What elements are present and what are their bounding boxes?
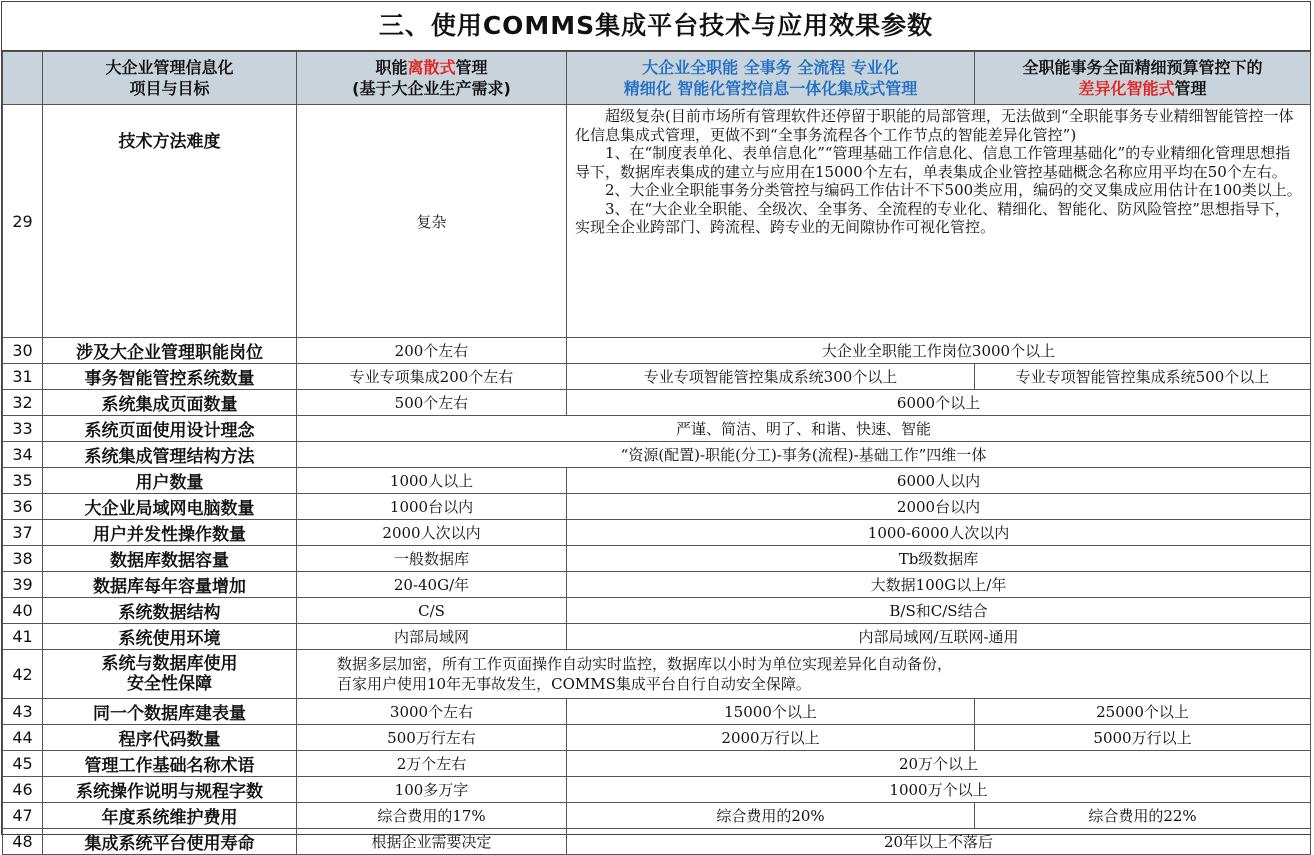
security-text-line2: 百家用户使用10年无事故发生，COMMS集成平台自行自动安全保障。 (337, 675, 811, 693)
detail-paragraph: 3、在“大企业全职能、全级次、全事务、全流程的专业化、精细化、智能化、防风险管控”思想指导下，实现全企业跨部门、跨流程、跨专业的无间隙协作可视化管控。 (575, 199, 1290, 236)
row-integrated-value: Tb级数据库 (567, 546, 1311, 572)
row-item-name: 系统集成管理结构方法 (43, 442, 297, 468)
row-discrete-value: 500万行左右 (297, 725, 567, 751)
row-number: 31 (3, 364, 43, 390)
row-item-name: 技术方法难度 (43, 105, 297, 338)
row-item-name (43, 650, 297, 699)
row-differentiated-value: 综合费用的22% (975, 803, 1311, 829)
row-security-text (297, 650, 1311, 699)
row-item-name-line2: 安全性保障 (127, 674, 212, 694)
header-differentiated-line1: 全职能事务全面精细预算管控下的 (1022, 58, 1263, 77)
row-integrated-value: B/S和C/S结合 (567, 598, 1311, 624)
header-differentiated-cell (975, 52, 1311, 105)
document-page (1, 1, 1311, 854)
row-item-name: 管理工作基础名称术语 (43, 751, 297, 777)
table-row (3, 829, 1311, 855)
table-header-row (3, 52, 1311, 105)
row-number: 46 (3, 777, 43, 803)
table-row (3, 416, 1311, 442)
row-number: 41 (3, 624, 43, 650)
row-shared-value: 严谨、简洁、明了、和谐、快速、智能 (297, 416, 1311, 442)
table-row (3, 468, 1311, 494)
row-number: 32 (3, 390, 43, 416)
table-row (3, 725, 1311, 751)
row-item-name: 系统操作说明与规程字数 (43, 777, 297, 803)
row-discrete-value: 20-40G/年 (297, 572, 567, 598)
table-row (3, 650, 1311, 699)
row-item-name: 数据库数据容量 (43, 546, 297, 572)
row-item-name: 系统数据结构 (43, 598, 297, 624)
row-number: 43 (3, 699, 43, 725)
row-integrated-value: 20万个以上 (567, 751, 1311, 777)
header-integrated-cell (567, 52, 975, 105)
row-number: 33 (3, 416, 43, 442)
row-integrated-value: 大数据100G以上/年 (567, 572, 1311, 598)
header-discrete-cell (297, 52, 567, 105)
row-discrete-value: 100多万字 (297, 777, 567, 803)
table-row (3, 777, 1311, 803)
row-integrated-value: 15000个以上 (567, 699, 975, 725)
row-item-name: 用户并发性操作数量 (43, 520, 297, 546)
row-discrete-value: 3000个左右 (297, 699, 567, 725)
row-integrated-value: 专业专项智能管控集成系统300个以上 (567, 364, 975, 390)
row-number: 47 (3, 803, 43, 829)
row-discrete-value: C/S (297, 598, 567, 624)
table-row (3, 751, 1311, 777)
row-discrete-value: 200个左右 (297, 338, 567, 364)
row-item-name: 事务智能管控系统数量 (43, 364, 297, 390)
row-item-name: 用户数量 (43, 468, 297, 494)
row-item-name: 年度系统维护费用 (43, 803, 297, 829)
row-item-name-line1: 系统与数据库使用 (101, 654, 238, 674)
header-project-line2: 项目与目标 (129, 79, 210, 98)
row-integrated-value: 6000人以内 (567, 468, 1311, 494)
detail-paragraph: 1、在“制度表单化、表单信息化”“管理基础工作信息化、信息工作管理基础化”的专业精细化管理思想指导下，数据库表集成的建立与应用在15000个左右，单表集成企业管控基础概念名称应用平均在50个左右。 (575, 144, 1291, 181)
row-integrated-value: 1000-6000人次以内 (567, 520, 1311, 546)
table-row (3, 546, 1311, 572)
table-row (3, 364, 1311, 390)
row-discrete-value: 复杂 (297, 105, 567, 338)
row-number: 38 (3, 546, 43, 572)
row-item-name: 同一个数据库建表量 (43, 699, 297, 725)
row-item-name: 大企业局域网电脑数量 (43, 494, 297, 520)
row-discrete-value: 2000人次以内 (297, 520, 567, 546)
row-item-name: 系统页面使用设计理念 (43, 416, 297, 442)
row-item-name: 集成系统平台使用寿命 (43, 829, 297, 855)
row-detail-text (567, 105, 1311, 338)
header-discrete-line2: (基于大企业生产需求) (352, 79, 511, 98)
row-number: 45 (3, 751, 43, 777)
header-differentiated-post: 管理 (1174, 79, 1207, 98)
row-integrated-value: 20年以上不落后 (567, 829, 1311, 855)
row-discrete-value: 内部局域网 (297, 624, 567, 650)
header-integrated-line2: 精细化 智能化管控信息一体化集成式管理 (623, 79, 918, 98)
table-row (3, 699, 1311, 725)
row-number: 36 (3, 494, 43, 520)
row-integrated-value: 2000万行以上 (567, 725, 975, 751)
table-row (3, 624, 1311, 650)
row-number: 39 (3, 572, 43, 598)
header-discrete-red: 离散式 (407, 58, 456, 77)
row-differentiated-value: 专业专项智能管控集成系统500个以上 (975, 364, 1311, 390)
row-discrete-value: 500个左右 (297, 390, 567, 416)
header-integrated-line1: 大企业全职能 全事务 全流程 专业化 (642, 58, 899, 77)
row-shared-value: “资源(配置)-职能(分工)-事务(流程)-基础工作”四维一体 (297, 442, 1311, 468)
row-number: 37 (3, 520, 43, 546)
header-num-cell (3, 52, 43, 105)
row-number: 30 (3, 338, 43, 364)
table-row (3, 338, 1311, 364)
row-item-name: 程序代码数量 (43, 725, 297, 751)
header-project-cell (43, 52, 297, 105)
detail-paragraph: 2、大企业全职能事务分类管控与编码工作估计不下500类应用，编码的交叉集成应用估计在100类以上。 (605, 181, 1302, 199)
row-number: 35 (3, 468, 43, 494)
row-differentiated-value: 25000个以上 (975, 699, 1311, 725)
row-number: 40 (3, 598, 43, 624)
row-number: 34 (3, 442, 43, 468)
header-discrete-post: 管理 (455, 58, 488, 77)
row-integrated-value: 6000个以上 (567, 390, 1311, 416)
row-discrete-value: 专业专项集成200个左右 (297, 364, 567, 390)
row-discrete-value: 1000台以内 (297, 494, 567, 520)
row-item-name: 系统集成页面数量 (43, 390, 297, 416)
table-row (3, 520, 1311, 546)
row-integrated-value: 内部局域网/互联网-通用 (567, 624, 1311, 650)
row-discrete-value: 2万个左右 (297, 751, 567, 777)
table-row (3, 572, 1311, 598)
row-item-name: 系统使用环境 (43, 624, 297, 650)
table-row (3, 105, 1311, 338)
row-integrated-value: 1000万个以上 (567, 777, 1311, 803)
header-differentiated-red: 差异化智能式 (1078, 79, 1175, 98)
row-number: 44 (3, 725, 43, 751)
row-integrated-value: 综合费用的20% (567, 803, 975, 829)
table-row (3, 598, 1311, 624)
row-discrete-value: 综合费用的17% (297, 803, 567, 829)
table-row (3, 803, 1311, 829)
header-project-line1: 大企业管理信息化 (105, 58, 234, 77)
row-discrete-value: 一般数据库 (297, 546, 567, 572)
row-integrated-value: 大企业全职能工作岗位3000个以上 (567, 338, 1311, 364)
table-row (3, 442, 1311, 468)
parameters-table (2, 51, 1311, 855)
row-differentiated-value: 5000万行以上 (975, 725, 1311, 751)
row-discrete-value: 根据企业需要决定 (297, 829, 567, 855)
page-title: 三、使用COMMS集成平台技术与应用效果参数 (2, 2, 1310, 51)
row-number: 42 (3, 650, 43, 699)
table-row (3, 390, 1311, 416)
security-text-line1: 数据多层加密，所有工作页面操作自动实时监控，数据库以小时为单位实现差异化自动备份， (337, 655, 953, 673)
row-number: 48 (3, 829, 43, 855)
table-row (3, 494, 1311, 520)
row-number: 29 (3, 105, 43, 338)
header-discrete-pre: 职能 (375, 58, 408, 77)
row-integrated-value: 2000台以内 (567, 494, 1311, 520)
row-item-name: 涉及大企业管理职能岗位 (43, 338, 297, 364)
row-discrete-value: 1000人以上 (297, 468, 567, 494)
row-item-name: 数据库每年容量增加 (43, 572, 297, 598)
detail-paragraph: 超级复杂(目前市场所有管理软件还停留于职能的局部管理，无法做到“全职能事务专业精细智能管控一体化信息集成式管理，更做不到“全事务流程各个工作节点的智能差异化管控”) (575, 107, 1294, 144)
